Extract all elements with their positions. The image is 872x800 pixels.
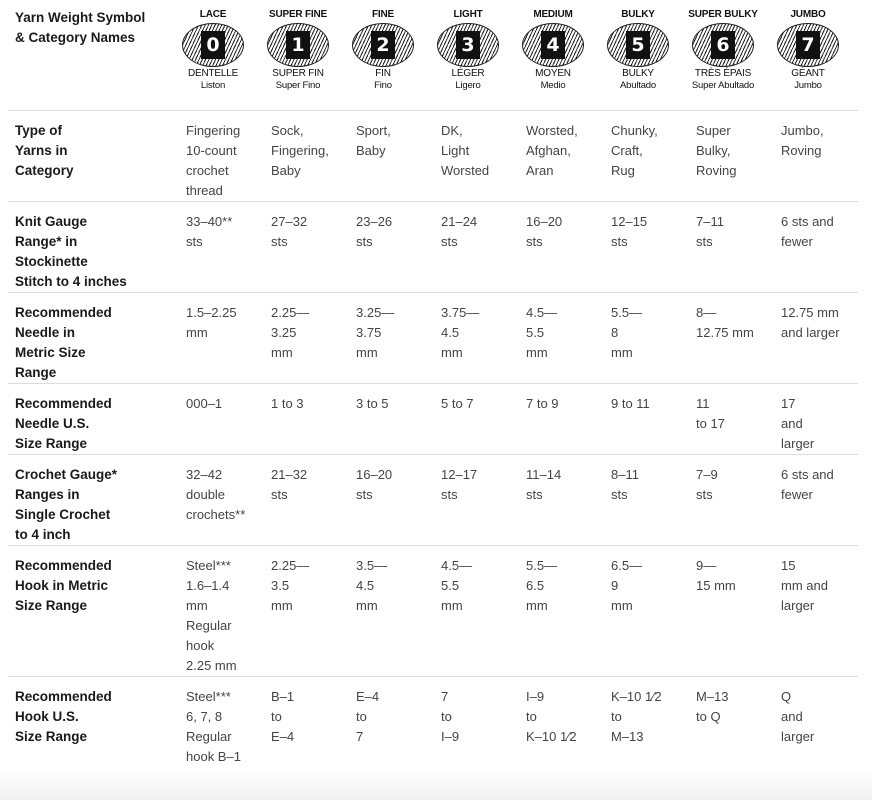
row-label-line: Size Range — [15, 729, 88, 744]
cell-line: 8 — [611, 325, 619, 340]
row-label-line: Type of — [15, 123, 62, 138]
row-label-line: Ranges in — [15, 487, 80, 502]
table-cell — [348, 202, 433, 293]
table-cell — [773, 546, 858, 677]
category-header — [688, 0, 773, 111]
cell-line: Regular — [186, 729, 232, 744]
cell-line: I–9 — [441, 729, 460, 744]
table-cell — [603, 293, 688, 384]
category-name-english: FINE — [372, 9, 394, 20]
cell-line: I–9 — [526, 689, 545, 704]
row-label-line: Size Range — [15, 598, 88, 613]
cell-line: Steel*** — [186, 558, 231, 573]
row-label-line: Stockinette — [15, 254, 88, 269]
cell-line: 11–14 — [526, 467, 562, 482]
table-cell — [433, 384, 518, 455]
row-label-line: Range — [15, 365, 57, 380]
cell-line: 6 sts and — [781, 214, 834, 229]
cell-line: 9 — [611, 578, 619, 593]
table-row — [8, 677, 858, 768]
category-header — [348, 0, 433, 111]
table-row — [8, 384, 858, 455]
row-label-line: Knit Gauge — [15, 214, 88, 229]
yarn-skein-icon — [182, 23, 244, 67]
header-row — [8, 0, 858, 111]
table-body — [8, 111, 858, 768]
cell-line: 7 — [356, 729, 364, 744]
cell-line: 8–11 — [611, 467, 639, 482]
cell-line: larger — [781, 436, 815, 451]
table-cell — [688, 546, 773, 677]
category-header — [518, 0, 603, 111]
table-row — [8, 202, 858, 293]
cell-line: 21–32 — [271, 467, 308, 482]
cell-line: sts — [356, 234, 373, 249]
row-label-line: Recommended — [15, 689, 112, 704]
yarn-weight-symbol — [603, 0, 673, 92]
row-label — [8, 455, 178, 546]
cell-line: mm — [441, 598, 463, 613]
cell-line: Fingering — [186, 123, 241, 138]
cell-line: Baby — [271, 163, 301, 178]
cell-line: 4.5— — [526, 305, 558, 320]
category-name-french: BULKY — [622, 68, 654, 79]
cell-line: sts — [526, 487, 543, 502]
row-label-line: Needle in — [15, 325, 76, 340]
cell-line: larger — [781, 729, 815, 744]
yarn-weight-symbol — [263, 0, 333, 92]
cell-line: sts — [611, 234, 628, 249]
cell-line: hook — [186, 638, 215, 653]
cell-line: sts — [186, 234, 203, 249]
table-cell — [178, 384, 263, 455]
table-cell — [433, 677, 518, 768]
table-cell — [433, 111, 518, 202]
table-cell — [433, 293, 518, 384]
cell-line: 16–20 — [526, 214, 563, 229]
category-name-english: LACE — [199, 9, 227, 20]
cell-line: sts — [526, 234, 543, 249]
row-label-line: Stitch to 4 inches — [15, 274, 127, 289]
category-name-english: SUPER FINE — [268, 9, 327, 20]
row-label-line: Yarns in — [15, 143, 68, 158]
row-label-line: Hook U.S. — [15, 709, 79, 724]
yarn-weight-symbol — [433, 0, 503, 92]
cell-line: 16–20 — [356, 467, 393, 482]
table-cell — [263, 293, 348, 384]
weight-number-badge: 6 — [711, 31, 735, 59]
table-cell — [263, 111, 348, 202]
cell-line: Jumbo, — [781, 123, 824, 138]
yarn-skein-icon — [692, 23, 754, 67]
category-name-spanish: Super Fino — [275, 80, 321, 91]
cell-line: Roving — [696, 163, 737, 178]
table-cell — [773, 202, 858, 293]
cell-line: and larger — [781, 325, 840, 340]
weight-number-badge: 3 — [456, 31, 480, 59]
category-name-french: GÉANT — [791, 68, 825, 79]
cell-line: sts — [441, 487, 458, 502]
cell-line: 5.5— — [611, 305, 643, 320]
table-cell — [773, 455, 858, 546]
cell-line: 23–26 — [356, 214, 393, 229]
row-label-line: Crochet Gauge* — [15, 467, 118, 482]
weight-number-badge: 5 — [626, 31, 650, 59]
cell-line: Aran — [526, 163, 554, 178]
cell-line: 10-count — [186, 143, 237, 158]
cell-line: 6.5— — [611, 558, 643, 573]
cell-line: 4.5 — [356, 578, 375, 593]
row-label-line: Range* in — [15, 234, 78, 249]
row-label-line: Size Range — [15, 436, 88, 451]
yarn-weight-table — [8, 0, 858, 767]
cell-line: Worsted, — [526, 123, 578, 138]
table-cell — [433, 202, 518, 293]
category-name-english: SUPER BULKY — [688, 9, 758, 20]
category-name-spanish: Abultado — [620, 80, 656, 91]
table-cell — [348, 384, 433, 455]
category-name-french: LÉGER — [451, 68, 485, 79]
table-cell — [688, 111, 773, 202]
category-name-french: MOYEN — [535, 68, 571, 79]
cell-line: 3.75— — [441, 305, 480, 320]
weight-number-badge: 4 — [541, 31, 565, 59]
cell-line: M–13 — [696, 689, 729, 704]
row-label — [8, 111, 178, 202]
row-label — [8, 546, 178, 677]
row-label — [8, 293, 178, 384]
cell-line: M–13 — [611, 729, 644, 744]
cell-line: double — [186, 487, 226, 502]
table-cell — [773, 384, 858, 455]
cell-line: to Q — [696, 709, 721, 724]
table-row — [8, 293, 858, 384]
cell-line: Regular — [186, 618, 232, 633]
category-name-english: JUMBO — [790, 9, 826, 20]
cell-line: mm — [526, 345, 548, 360]
table-row — [8, 111, 858, 202]
cell-line: Bulky, — [696, 143, 731, 158]
cell-line: sts — [441, 234, 458, 249]
cell-line: 6 sts and — [781, 467, 834, 482]
cell-line: sts — [356, 487, 373, 502]
cell-line: crochets** — [186, 507, 246, 522]
cell-line: 3.75 — [356, 325, 382, 340]
cell-line: mm — [271, 345, 293, 360]
category-header — [263, 0, 348, 111]
cell-line: 7 — [441, 689, 449, 704]
table-cell — [263, 455, 348, 546]
cell-line: sts — [271, 487, 288, 502]
row-label-line: Needle U.S. — [15, 416, 90, 431]
table-cell — [518, 293, 603, 384]
category-header — [773, 0, 858, 111]
cell-line: hook B–1 — [186, 749, 241, 764]
cell-line: 27–32 — [271, 214, 308, 229]
cell-line: mm — [611, 598, 633, 613]
weight-number-badge: 2 — [371, 31, 395, 59]
yarn-weight-symbol — [518, 0, 588, 92]
cell-line: 5.5 — [526, 325, 545, 340]
table-cell — [178, 677, 263, 768]
cell-line: Sock, — [271, 123, 304, 138]
yarn-weight-symbol — [348, 0, 418, 92]
cell-line: 2.25— — [271, 558, 310, 573]
row-label-line: Recommended — [15, 305, 112, 320]
cell-line: to — [271, 709, 282, 724]
category-name-french: FIN — [375, 68, 391, 79]
table-cell — [263, 677, 348, 768]
table-cell — [178, 202, 263, 293]
cell-line: mm — [356, 345, 378, 360]
cell-line: 1 to 3 — [271, 396, 304, 411]
table-cell — [178, 455, 263, 546]
cell-line: E–4 — [271, 729, 295, 744]
cell-line: Q — [781, 689, 792, 704]
yarn-skein-icon — [437, 23, 499, 67]
table-cell — [773, 111, 858, 202]
yarn-weight-symbol — [178, 0, 248, 92]
cell-line: 12–15 — [611, 214, 648, 229]
cell-line: larger — [781, 598, 815, 613]
yarn-skein-icon — [352, 23, 414, 67]
cell-line: Worsted — [441, 163, 490, 178]
table-cell — [348, 293, 433, 384]
cell-line: Baby — [356, 143, 386, 158]
cell-line: 7–11 — [696, 214, 724, 229]
table-cell — [263, 384, 348, 455]
yarn-skein-icon — [267, 23, 329, 67]
category-name-spanish: Ligero — [455, 80, 481, 91]
table-cell — [518, 202, 603, 293]
cell-line: Craft, — [611, 143, 643, 158]
cell-line: 1.6–1.4 — [186, 578, 230, 593]
cell-line: fewer — [781, 487, 813, 502]
table-cell — [603, 455, 688, 546]
cell-line: 21–24 — [441, 214, 478, 229]
table-title — [8, 0, 178, 111]
table-cell — [603, 111, 688, 202]
yarn-skein-icon — [522, 23, 584, 67]
cell-line: 12.75 mm — [696, 325, 754, 340]
table-cell — [348, 455, 433, 546]
yarn-skein-icon — [607, 23, 669, 67]
cell-line: 33–40** — [186, 214, 233, 229]
cell-line: mm — [356, 598, 378, 613]
cell-line: to — [611, 709, 622, 724]
cell-line: to — [356, 709, 367, 724]
table-cell — [688, 384, 773, 455]
cell-line: Afghan, — [526, 143, 571, 158]
cell-line: 12–17 — [441, 467, 478, 482]
table-cell — [178, 293, 263, 384]
table-cell — [773, 293, 858, 384]
category-name-spanish: Jumbo — [794, 80, 822, 91]
weight-number-badge: 1 — [286, 31, 310, 59]
cell-line: mm — [526, 598, 548, 613]
category-name-english: LIGHT — [453, 9, 483, 20]
yarn-weight-symbol — [688, 0, 758, 92]
cell-line: mm — [186, 325, 208, 340]
cell-line: 1.5–2.25 — [186, 305, 237, 320]
cell-line: 9— — [696, 558, 717, 573]
cell-line: 9 to 11 — [611, 396, 650, 411]
row-label-line: Category — [15, 163, 74, 178]
cell-line: 3.25 — [271, 325, 297, 340]
table-cell — [688, 455, 773, 546]
table-cell — [178, 111, 263, 202]
table-title-line: & Category Names — [15, 30, 136, 45]
cell-line: sts — [271, 234, 288, 249]
category-name-french: SUPER FIN — [272, 68, 324, 79]
cell-line: to — [441, 709, 452, 724]
cell-line: sts — [696, 487, 713, 502]
cell-line: mm and — [781, 578, 828, 593]
cell-line: mm — [186, 598, 208, 613]
cell-line: 8— — [696, 305, 717, 320]
table-cell — [433, 546, 518, 677]
cell-line: sts — [611, 487, 628, 502]
cell-line: 2.25 mm — [186, 658, 237, 673]
row-label — [8, 202, 178, 293]
cell-line: fewer — [781, 234, 813, 249]
row-label-line: Single Crochet — [15, 507, 111, 522]
table-cell — [518, 384, 603, 455]
cell-line: Light — [441, 143, 470, 158]
weight-number-badge: 7 — [796, 31, 820, 59]
category-header — [603, 0, 688, 111]
cell-line: 5.5— — [526, 558, 558, 573]
table-cell — [603, 677, 688, 768]
cell-line: 3 to 5 — [356, 396, 389, 411]
cell-line: to 17 — [696, 416, 725, 431]
row-label-line: Hook in Metric — [15, 578, 109, 593]
cell-line: E–4 — [356, 689, 380, 704]
weight-number-badge: 0 — [201, 31, 225, 59]
cell-line: mm — [611, 345, 633, 360]
cell-line: 3.25— — [356, 305, 395, 320]
yarn-weight-symbol — [773, 0, 843, 92]
cell-line: Super — [696, 123, 731, 138]
category-name-spanish: Super Abultado — [691, 80, 755, 91]
category-header — [433, 0, 518, 111]
cell-line: 6, 7, 8 — [186, 709, 223, 724]
row-label — [8, 384, 178, 455]
cell-line: Fingering, — [271, 143, 329, 158]
table-cell — [518, 677, 603, 768]
cell-line: 7 to 9 — [526, 396, 559, 411]
row-label-line: Recommended — [15, 558, 112, 573]
table-cell — [348, 677, 433, 768]
table-cell — [688, 202, 773, 293]
cell-line: 4.5 — [441, 325, 460, 340]
table-cell — [603, 202, 688, 293]
cell-line: mm — [271, 598, 293, 613]
cell-line: 7–9 — [696, 467, 718, 482]
category-name-spanish: Medio — [540, 80, 566, 91]
table-cell — [433, 455, 518, 546]
cell-line: sts — [696, 234, 713, 249]
row-label-line: Recommended — [15, 396, 112, 411]
table-cell — [518, 455, 603, 546]
cell-line: 000–1 — [186, 396, 223, 411]
cell-line: 2.25— — [271, 305, 310, 320]
cell-line: to — [526, 709, 537, 724]
table-cell — [688, 677, 773, 768]
cell-line: Roving — [781, 143, 822, 158]
cell-line: 5.5 — [441, 578, 460, 593]
cell-line: 11 — [696, 396, 710, 411]
cell-line: B–1 — [271, 689, 295, 704]
table-cell — [263, 202, 348, 293]
category-name-french: DENTELLE — [187, 68, 239, 79]
cell-line: 15 mm — [696, 578, 736, 593]
yarn-skein-icon — [777, 23, 839, 67]
cell-line: Rug — [611, 163, 635, 178]
cell-line: thread — [186, 183, 223, 198]
table-cell — [688, 293, 773, 384]
category-name-spanish: Liston — [200, 80, 226, 91]
table-cell — [518, 546, 603, 677]
category-name-english: MEDIUM — [533, 9, 573, 20]
row-label — [8, 677, 178, 768]
table-cell — [348, 111, 433, 202]
cell-line: 3.5— — [356, 558, 388, 573]
cell-line: 15 — [781, 558, 796, 573]
table-cell — [518, 111, 603, 202]
category-name-spanish: Fino — [374, 80, 392, 91]
table-cell — [263, 546, 348, 677]
cell-line: 3.5 — [271, 578, 290, 593]
cell-line: DK, — [441, 123, 463, 138]
table-cell — [603, 546, 688, 677]
cell-line: Steel*** — [186, 689, 231, 704]
table-cell — [603, 384, 688, 455]
table-row — [8, 546, 858, 677]
cell-line: Sport, — [356, 123, 391, 138]
bottom-fade-overlay — [0, 768, 872, 800]
cell-line: K–10 1⁄2 — [611, 689, 662, 704]
cell-line: 17 — [781, 396, 796, 411]
cell-line: K–10 1⁄2 — [526, 729, 577, 744]
category-name-french: TRÈS ÉPAIS — [694, 68, 752, 79]
category-header — [178, 0, 263, 111]
cell-line: mm — [441, 345, 463, 360]
cell-line: Chunky, — [611, 123, 658, 138]
cell-line: 4.5— — [441, 558, 473, 573]
cell-line: and — [781, 709, 803, 724]
cell-line: 5 to 7 — [441, 396, 474, 411]
cell-line: 12.75 mm — [781, 305, 839, 320]
table-cell — [348, 546, 433, 677]
cell-line: 6.5 — [526, 578, 545, 593]
table-cell — [773, 677, 858, 768]
row-label-line: Metric Size — [15, 345, 86, 360]
cell-line: crochet — [186, 163, 229, 178]
category-name-english: BULKY — [621, 9, 655, 20]
row-label-line: to 4 inch — [15, 527, 71, 542]
table-row — [8, 455, 858, 546]
cell-line: and — [781, 416, 803, 431]
table-title-line: Yarn Weight Symbol — [15, 10, 146, 25]
table-cell — [178, 546, 263, 677]
cell-line: 32–42 — [186, 467, 223, 482]
